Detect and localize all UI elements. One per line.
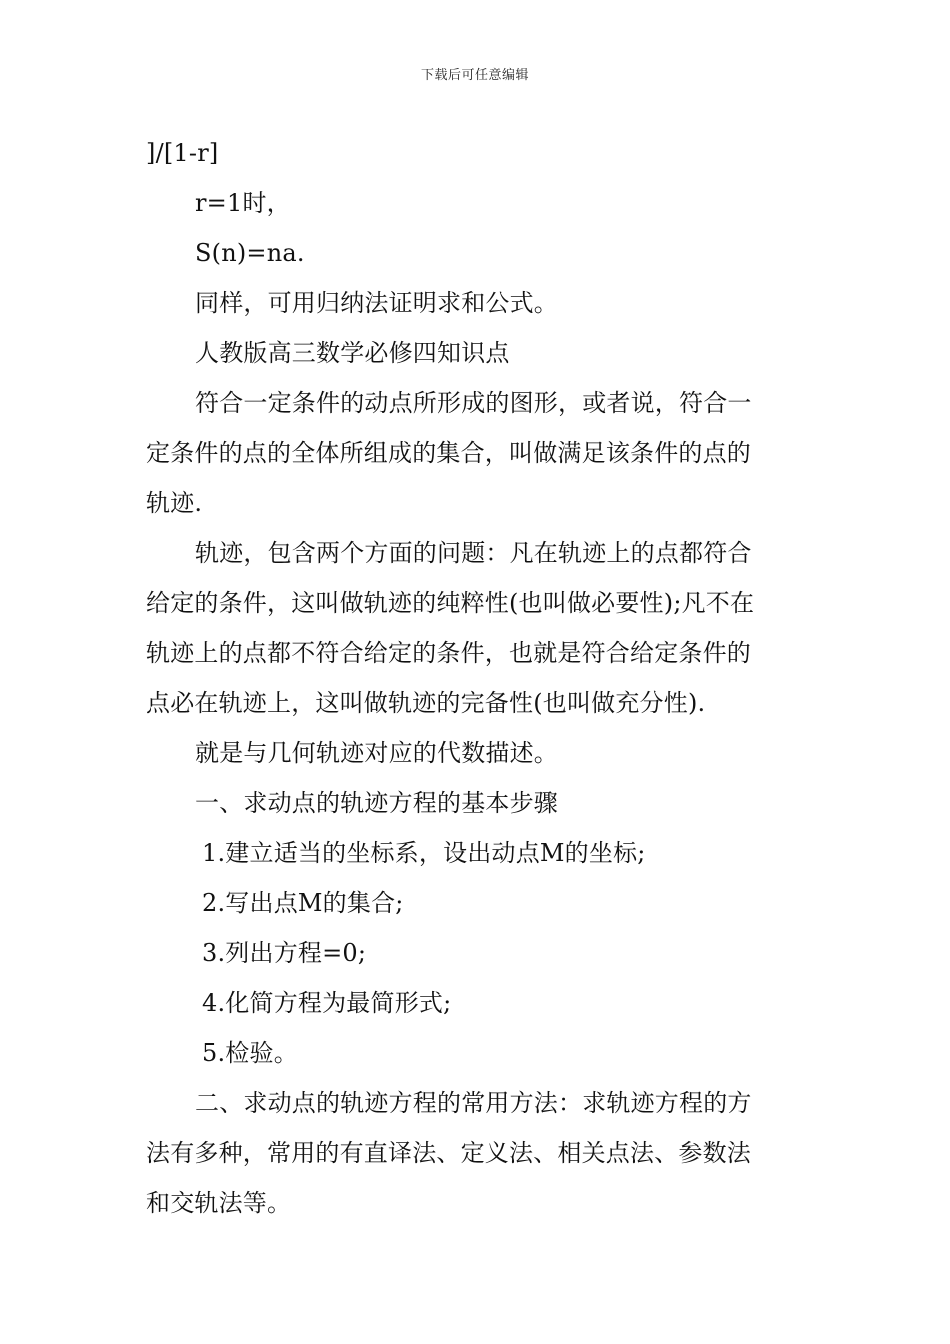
text-line: 轨迹，包含两个方面的问题：凡在轨迹上的点都符合 [195,539,752,567]
section-heading: 一、求动点的轨迹方程的基本步骤 [195,789,558,817]
text-line: 定条件的点的全体所组成的集合，叫做满足该条件的点的 [146,439,751,467]
step-item: 4.化简方程为最简形式; [202,989,452,1017]
step-item: 5.检验。 [202,1039,298,1067]
text-line: 符合一定条件的动点所形成的图形，或者说，符合一 [195,389,752,417]
text-line: 点必在轨迹上，这叫做轨迹的完备性(也叫做充分性). [146,689,706,717]
text-line: 轨迹. [146,489,203,517]
text-line: 法有多种，常用的有直译法、定义法、相关点法、参数法 [146,1139,751,1167]
page-header: 下载后可任意编辑 [420,68,529,83]
section-heading: 人教版高三数学必修四知识点 [195,339,510,367]
section-heading: 二、求动点的轨迹方程的常用方法：求轨迹方程的方 [195,1089,752,1117]
step-item: 3.列出方程=0; [202,939,367,967]
text-line: 和交轨法等。 [146,1189,292,1217]
text-line: r=1时， [195,189,291,217]
text-line: S(n)=na. [195,239,305,267]
text-line: 同样，可用归纳法证明求和公式。 [195,289,558,317]
document-body [146,128,811,1228]
text-line: 给定的条件，这叫做轨迹的纯粹性(也叫做必要性);凡不在 [146,589,755,617]
text-line: 就是与几何轨迹对应的代数描述。 [195,739,558,767]
step-item: 1.建立适当的坐标系，设出动点M的坐标; [202,839,646,867]
text-line: 轨迹上的点都不符合给定的条件，也就是符合给定条件的 [146,639,751,667]
text-line: ]/[1-r] [146,139,219,167]
step-item: 2.写出点M的集合; [202,889,404,917]
